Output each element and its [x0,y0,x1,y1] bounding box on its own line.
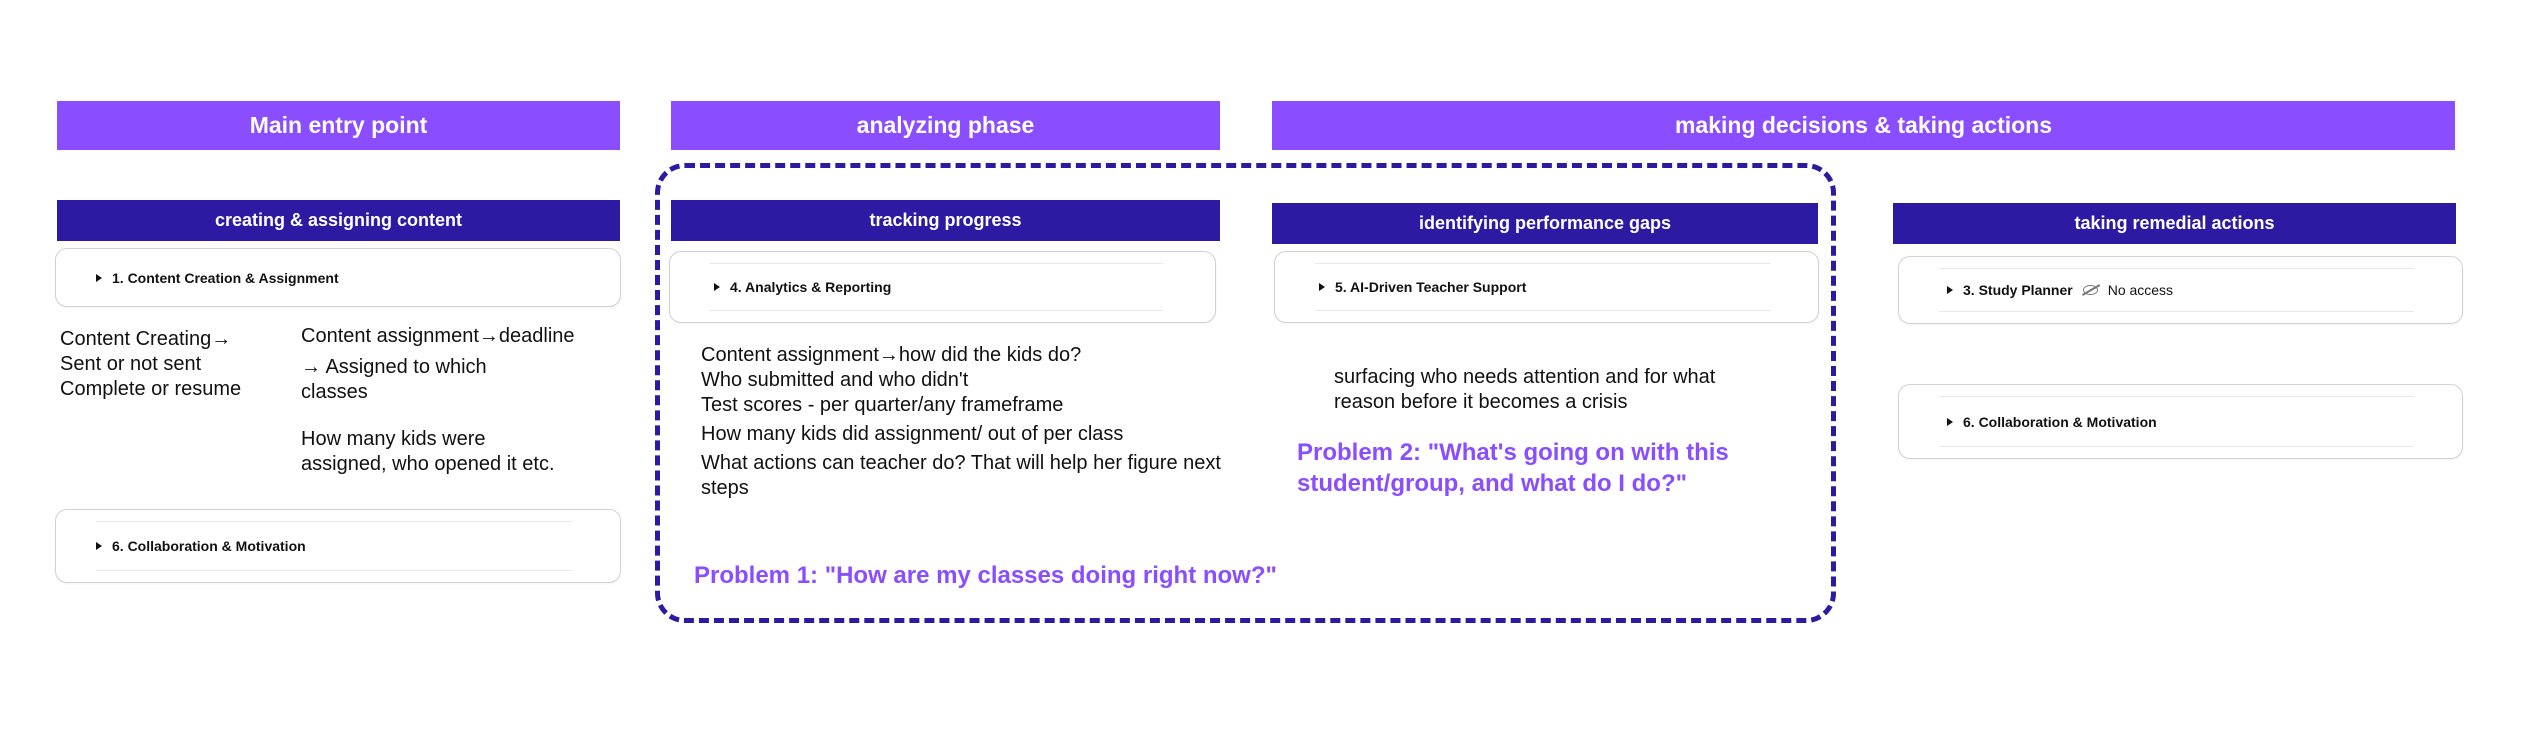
toggle-collab-right[interactable] [1947,414,2157,430]
note-line: classes [301,381,368,403]
card-divider [96,521,572,522]
card-collab-left[interactable] [55,509,621,583]
note-line: What actions can teacher do? That will help her figure next [701,452,1221,474]
problem-1 [694,560,1314,591]
card-collab-right-label: 6. Collaboration & Motivation [1963,413,2157,430]
subheader-tracking-label: tracking progress [869,210,1022,230]
note-line: surfacing who needs attention and for what [1334,366,1716,388]
note-line: steps [701,477,749,499]
card-study-planner[interactable] [1898,256,2463,324]
toggle-analytics[interactable] [714,279,891,295]
note-line: Content assignment→how did the kids do? [701,344,1082,366]
triangle-right-icon [1947,286,1953,294]
phase-header-analyzing [671,101,1220,150]
subheader-remedial-label: taking remedial actions [2074,213,2275,233]
triangle-right-icon [1947,418,1953,426]
subheader-tracking [671,200,1220,241]
card-divider [1939,311,2414,312]
card-divider [1939,396,2414,397]
note-line: reason before it becomes a crisis [1334,391,1628,413]
toggle-study-planner[interactable] [1947,282,2173,298]
card-ai-support-label: 5. AI-Driven Teacher Support [1335,279,1527,295]
card-analytics[interactable] [669,251,1216,323]
card-ai-support[interactable] [1274,251,1819,323]
card-content-creation[interactable] [55,248,621,307]
note-tracking [701,343,1301,501]
card-divider [1939,446,2414,447]
toggle-collab-left[interactable] [96,538,306,554]
note-line: Test scores - per quarter/any frameframe [701,394,1064,416]
subheader-creating-label: creating & assigning content [214,210,463,230]
card-divider [1315,310,1770,311]
triangle-right-icon [714,283,720,291]
card-divider [710,263,1163,264]
triangle-right-icon [96,542,102,550]
card-content-creation-label: 1. Content Creation & Assignment [112,269,339,286]
subheader-gaps [1272,203,1818,244]
subheader-remedial [1893,203,2456,244]
phase-header-deciding [1272,101,2455,150]
note-line: Who submitted and who didn't [701,369,969,391]
subheader-gaps-label: identifying performance gaps [1418,213,1672,233]
eye-off-icon [2083,285,2098,295]
card-collab-left-label: 6. Collaboration & Motivation [112,538,306,554]
phase-header-entry-label: Main entry point [249,112,428,138]
problem-1-text: Problem 1: "How are my classes doing right now?" [694,562,1277,589]
card-divider [1315,263,1770,264]
card-collab-right[interactable] [1898,384,2463,459]
problem-2-line: student/group, and what do I do?" [1297,470,1687,497]
phase-header-entry [57,101,620,150]
problem-2-line: Problem 2: "What's going on with this [1297,439,1729,466]
toggle-content-creation[interactable] [96,270,339,286]
note-line: Content Creating→ [60,328,232,350]
card-divider [710,310,1163,311]
subheader-creating [57,200,620,241]
card-analytics-label: 4. Analytics & Reporting [730,279,892,295]
card-divider [1939,268,2414,269]
card-divider [96,570,572,571]
note-line: Content assignment→deadline [301,325,575,347]
note-line: → Assigned to which [301,356,487,378]
note-creating-left [60,327,320,402]
triangle-right-icon [96,274,102,282]
study-planner-status: No access [2107,282,2174,298]
toggle-ai-support[interactable] [1319,279,1526,295]
note-line: How many kids were [301,428,486,450]
note-line: Complete or resume [60,378,242,400]
note-line: Sent or not sent [60,353,202,375]
note-line: How many kids did assignment/ out of per class [701,423,1124,445]
problem-2 [1297,437,1817,499]
phase-header-deciding-label: making decisions & taking actions [1674,112,2053,138]
note-gaps [1334,365,1814,415]
note-creating-right [301,324,621,477]
card-study-planner-label: 3. Study Planner [1963,282,2073,298]
phase-header-analyzing-label: analyzing phase [856,112,1035,138]
triangle-right-icon [1319,283,1325,291]
note-line: assigned, who opened it etc. [301,453,555,475]
